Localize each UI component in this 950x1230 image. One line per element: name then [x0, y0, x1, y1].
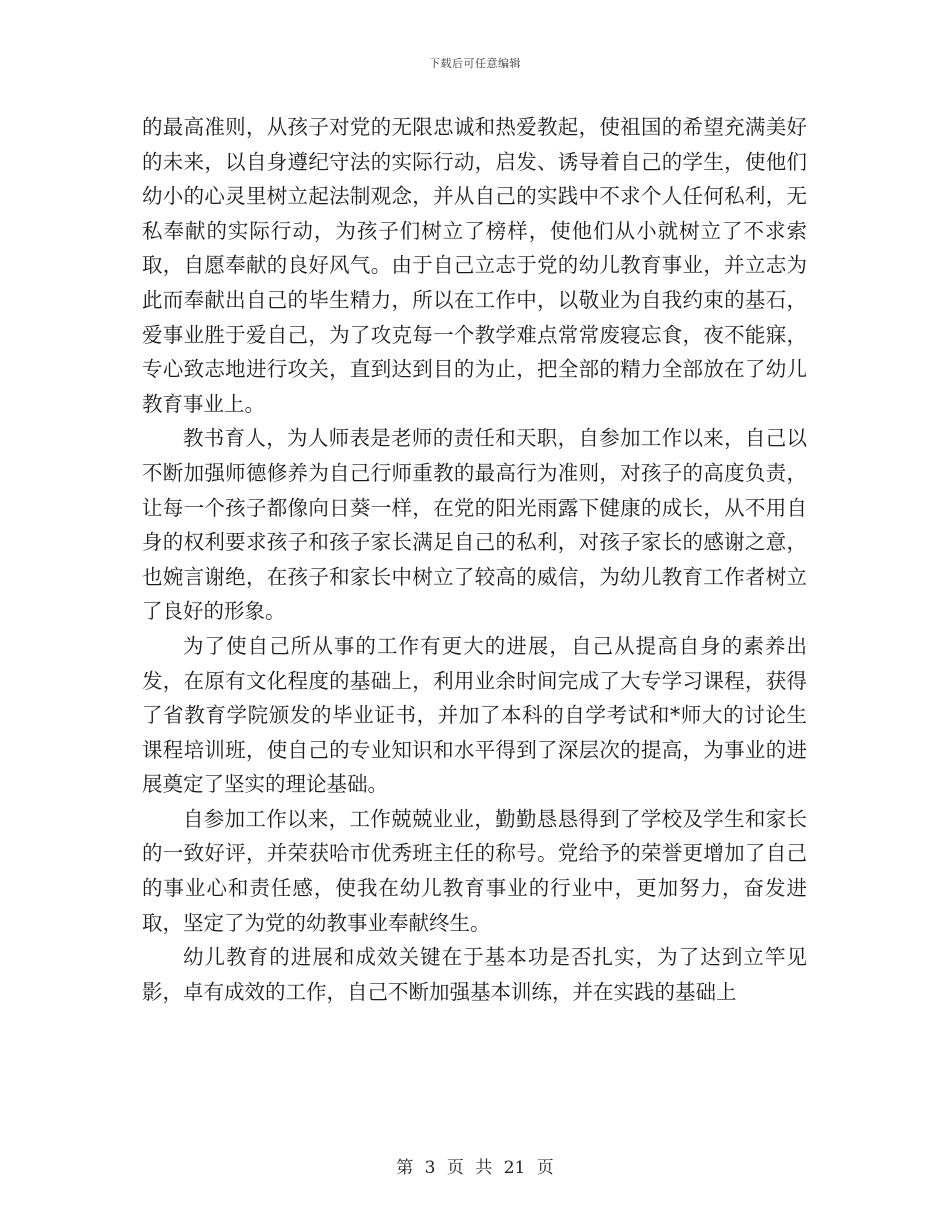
paragraph-5: 幼儿教育的进展和成效关键在于基本功是否扎实，为了达到立竿见影，卓有成效的工作，自己不断加强基本训练，并在实践的基础上	[142, 945, 807, 1004]
paragraph-2: 教书育人，为人师表是老师的责任和天职，自参加工作以来，自己以不断加强师德修养为自己行师重教的最高行为准则，对孩子的高度负责，让每一个孩子都像向日葵一样，在党的阳光雨露下健康的成长，从不用自身的权利要求孩子和孩子家长满足自己的私利，对孩子家长的感谢之意，也婉言谢绝，在孩子和家长中树立了较高的威信，为幼儿教育工作者树立了良好的形象。	[142, 426, 807, 624]
paragraph-4: 自参加工作以来，工作兢兢业业，勤勤恳恳得到了学校及学生和家长的一致好评，并荣获哈市优秀班主任的称号。党给予的荣誉更增加了自己的事业心和责任感，使我在幼儿教育事业的行业中，更加努力，奋发进取，坚定了为党的幼教事业奉献终生。	[142, 806, 807, 935]
body-text	[142, 110, 807, 1009]
page-header: 下载后可任意编辑	[429, 57, 521, 70]
paragraph-3: 为了使自己所从事的工作有更大的进展，自己从提高自身的素养出发，在原有文化程度的基础上，利用业余时间完成了大专学习课程，获得了省教育学院颁发的毕业证书，并加了本科的自学考试和*师大的讨论生课程培训班，使自己的专业知识和水平得到了深层次的提高，为事业的进展奠定了坚实的理论基础。	[142, 633, 807, 797]
paragraph-1: 的最高准则，从孩子对党的无限忠诚和热爱教起，使祖国的希望充满美好的未来，以自身遵纪守法的实际行动，启发、诱导着自己的学生，使他们幼小的心灵里树立起法制观念，并从自己的实践中不求个人任何私利，无私奉献的实际行动，为孩子们树立了榜样，使他们从小就树立了不求索取，自愿奉献的良好风气。由于自己立志于党的幼儿教育事业，并立志为此而奉献出自己的毕生精力，所以在工作中，以敬业为自我约束的基石，爱事业胜于爱自己，为了攻克每一个教学难点常常废寝忘食，夜不能寐，专心致志地进行攻关，直到达到目的为止，把全部的精力全部放在了幼儿教育事业上。	[142, 115, 807, 416]
page-footer: 第 3 页 共 21 页	[396, 1158, 554, 1178]
